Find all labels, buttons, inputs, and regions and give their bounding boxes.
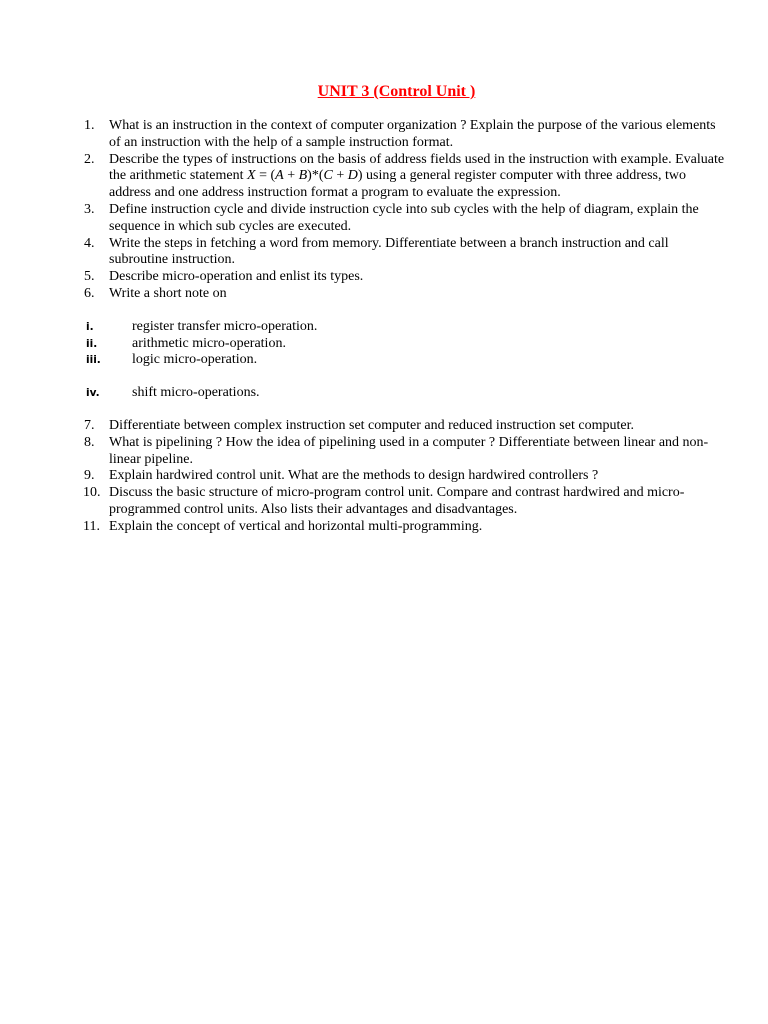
question-number: 7. [84, 417, 95, 433]
subitem-text: register transfer micro-operation. [132, 318, 318, 334]
equation-var: X [247, 168, 256, 184]
question-item [84, 485, 729, 519]
subitem [84, 336, 729, 353]
subitem [84, 319, 729, 336]
subitem-text: arithmetic micro-operation. [132, 335, 286, 351]
question-number: 11. [83, 518, 100, 534]
subitem-number: ii. [86, 337, 98, 350]
subitem-text: shift micro-operations. [132, 385, 260, 401]
question-item [84, 269, 729, 286]
subitem-text: logic micro-operation. [132, 352, 258, 368]
question-text: Differentiate between complex instruction set computer and reduced instruction set computer. [109, 417, 634, 433]
subitem-number: i. [86, 320, 94, 333]
question-number: 8. [84, 434, 95, 450]
question-text: Explain the concept of vertical and horizontal multi-programming. [109, 518, 483, 534]
question-number: 10. [83, 485, 101, 501]
question-item [84, 286, 729, 303]
question-text: What is pipelining ? How the idea of pipelining used in a computer ? Differentiate between linear and non-linear pipeline. [109, 434, 709, 467]
equation-var: B [298, 168, 308, 184]
equation-var: C [323, 168, 333, 184]
question-item [84, 202, 729, 236]
question-text: Explain hardwired control unit. What are the methods to design hardwired controllers ? [109, 468, 599, 484]
question-number: 5. [84, 269, 95, 285]
question-item [84, 118, 729, 152]
question-number: 4. [84, 235, 95, 251]
spacer [84, 402, 729, 418]
question-item [84, 519, 729, 536]
equation-var: D [347, 168, 358, 184]
question-text: Write the steps in fetching a word from memory. Differentiate between a branch instruction and call subroutine instruction. [109, 235, 669, 268]
question-number: 6. [84, 285, 95, 301]
page-title: UNIT 3 (Control Unit ) [317, 83, 476, 100]
question-number: 1. [84, 118, 95, 133]
question-number: 9. [84, 468, 95, 484]
question-number: 2. [84, 151, 95, 167]
question-text: Write a short note on [109, 285, 227, 301]
question-text: Define instruction cycle and divide instruction cycle into sub cycles with the help of diagram, explain the sequence in which sub cycles are executed. [109, 201, 699, 234]
question-text: Describe the types of instructions on the basis of address fields used in the instruction with example. Evaluate the arithmetic statement X = (A + B)*(C + D) using a general register computer with three address, two address and one address instruction format a program to evaluate the expression. [109, 151, 725, 201]
question-text: Describe micro-operation and enlist its types. [109, 269, 364, 285]
subitem-number: iii. [86, 354, 101, 367]
question-list [84, 118, 729, 536]
subitem-number: iv. [86, 387, 100, 400]
equation-var: A [275, 168, 284, 184]
question-number: 3. [84, 201, 95, 217]
question-item [84, 152, 729, 202]
subitem [84, 385, 729, 402]
subitem [84, 352, 729, 369]
question-item [84, 435, 729, 469]
question-item [84, 236, 729, 270]
question-text: Discuss the basic structure of micro-program control unit. Compare and contrast hardwired and micro- programmed control units. Also lists their advantages and disadvantages. [109, 485, 685, 517]
spacer [84, 303, 729, 319]
spacer [84, 369, 729, 385]
question-item [84, 418, 729, 435]
question-item [84, 468, 729, 485]
question-text: What is an instruction in the context of computer organization ? Explain the purpose of the various elements of an instruction with the help of a sample instruction format. [109, 118, 716, 150]
